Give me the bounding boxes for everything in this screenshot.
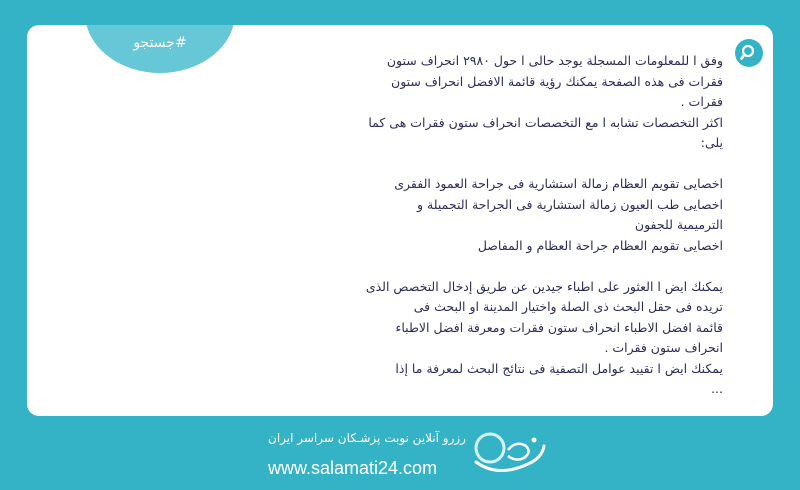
text-line: يلى: <box>700 135 723 150</box>
search-tag[interactable]: #جستجو <box>133 35 187 51</box>
footer-tagline: رزرو آنلاین نوبت پزشـکان سراسر ایران <box>268 431 466 445</box>
specialty-item: اخصايى طب العيون زمالة استشارية فى الجراحة التجميلة و <box>417 196 723 212</box>
specialty-item: اخصايى تقويم العظام جراحة العظام و المفاصل <box>477 237 723 253</box>
ellipsis: ... <box>711 381 723 396</box>
text-line: تريده فى حقل البحث ذى الصلة واختيار المدينة او البحث فى <box>413 299 723 314</box>
search-button[interactable] <box>735 39 763 67</box>
search-icon <box>740 44 758 62</box>
salamati-logo-icon <box>468 428 548 480</box>
text-line: فقرات . <box>680 94 723 109</box>
text-line: انحراف ستون فقرات . <box>604 340 723 355</box>
content-card <box>27 25 773 416</box>
specialty-item: الترميمية للجفون <box>634 217 723 232</box>
text-line: اكثر التخصصات تشابه ا مع التخصصات انحراف ستون فقرات هى كما <box>368 114 723 130</box>
text-line: وفق ا للمعلومات المسجلة يوجد حالى ا حول ٢٩٨٠ انحراف ستون <box>386 53 723 68</box>
text-line: فقرات فى هذه الصفحة يمكنك رؤية قائمة الافضل انحراف ستون <box>391 73 723 89</box>
specialty-item: اخصايى تقويم العظام زمالة استشارية فى جراحة العمود الفقرى <box>394 176 723 191</box>
article-text <box>57 51 723 400</box>
text-line: يمكنك ايض ا العثور على اطباء جيدين عن طريق إدخال التخصص الذى <box>365 278 723 294</box>
text-line: يمكنك ايض ا تقييد عوامل التصفية فى نتائج البحث لمعرفة ما إذا <box>395 360 723 376</box>
text-line: قائمة افضل الاطباء انحراف ستون فقرات ومعرفة افضل الاطباء <box>395 319 723 335</box>
footer-url[interactable]: www.salamati24.com <box>268 458 438 478</box>
